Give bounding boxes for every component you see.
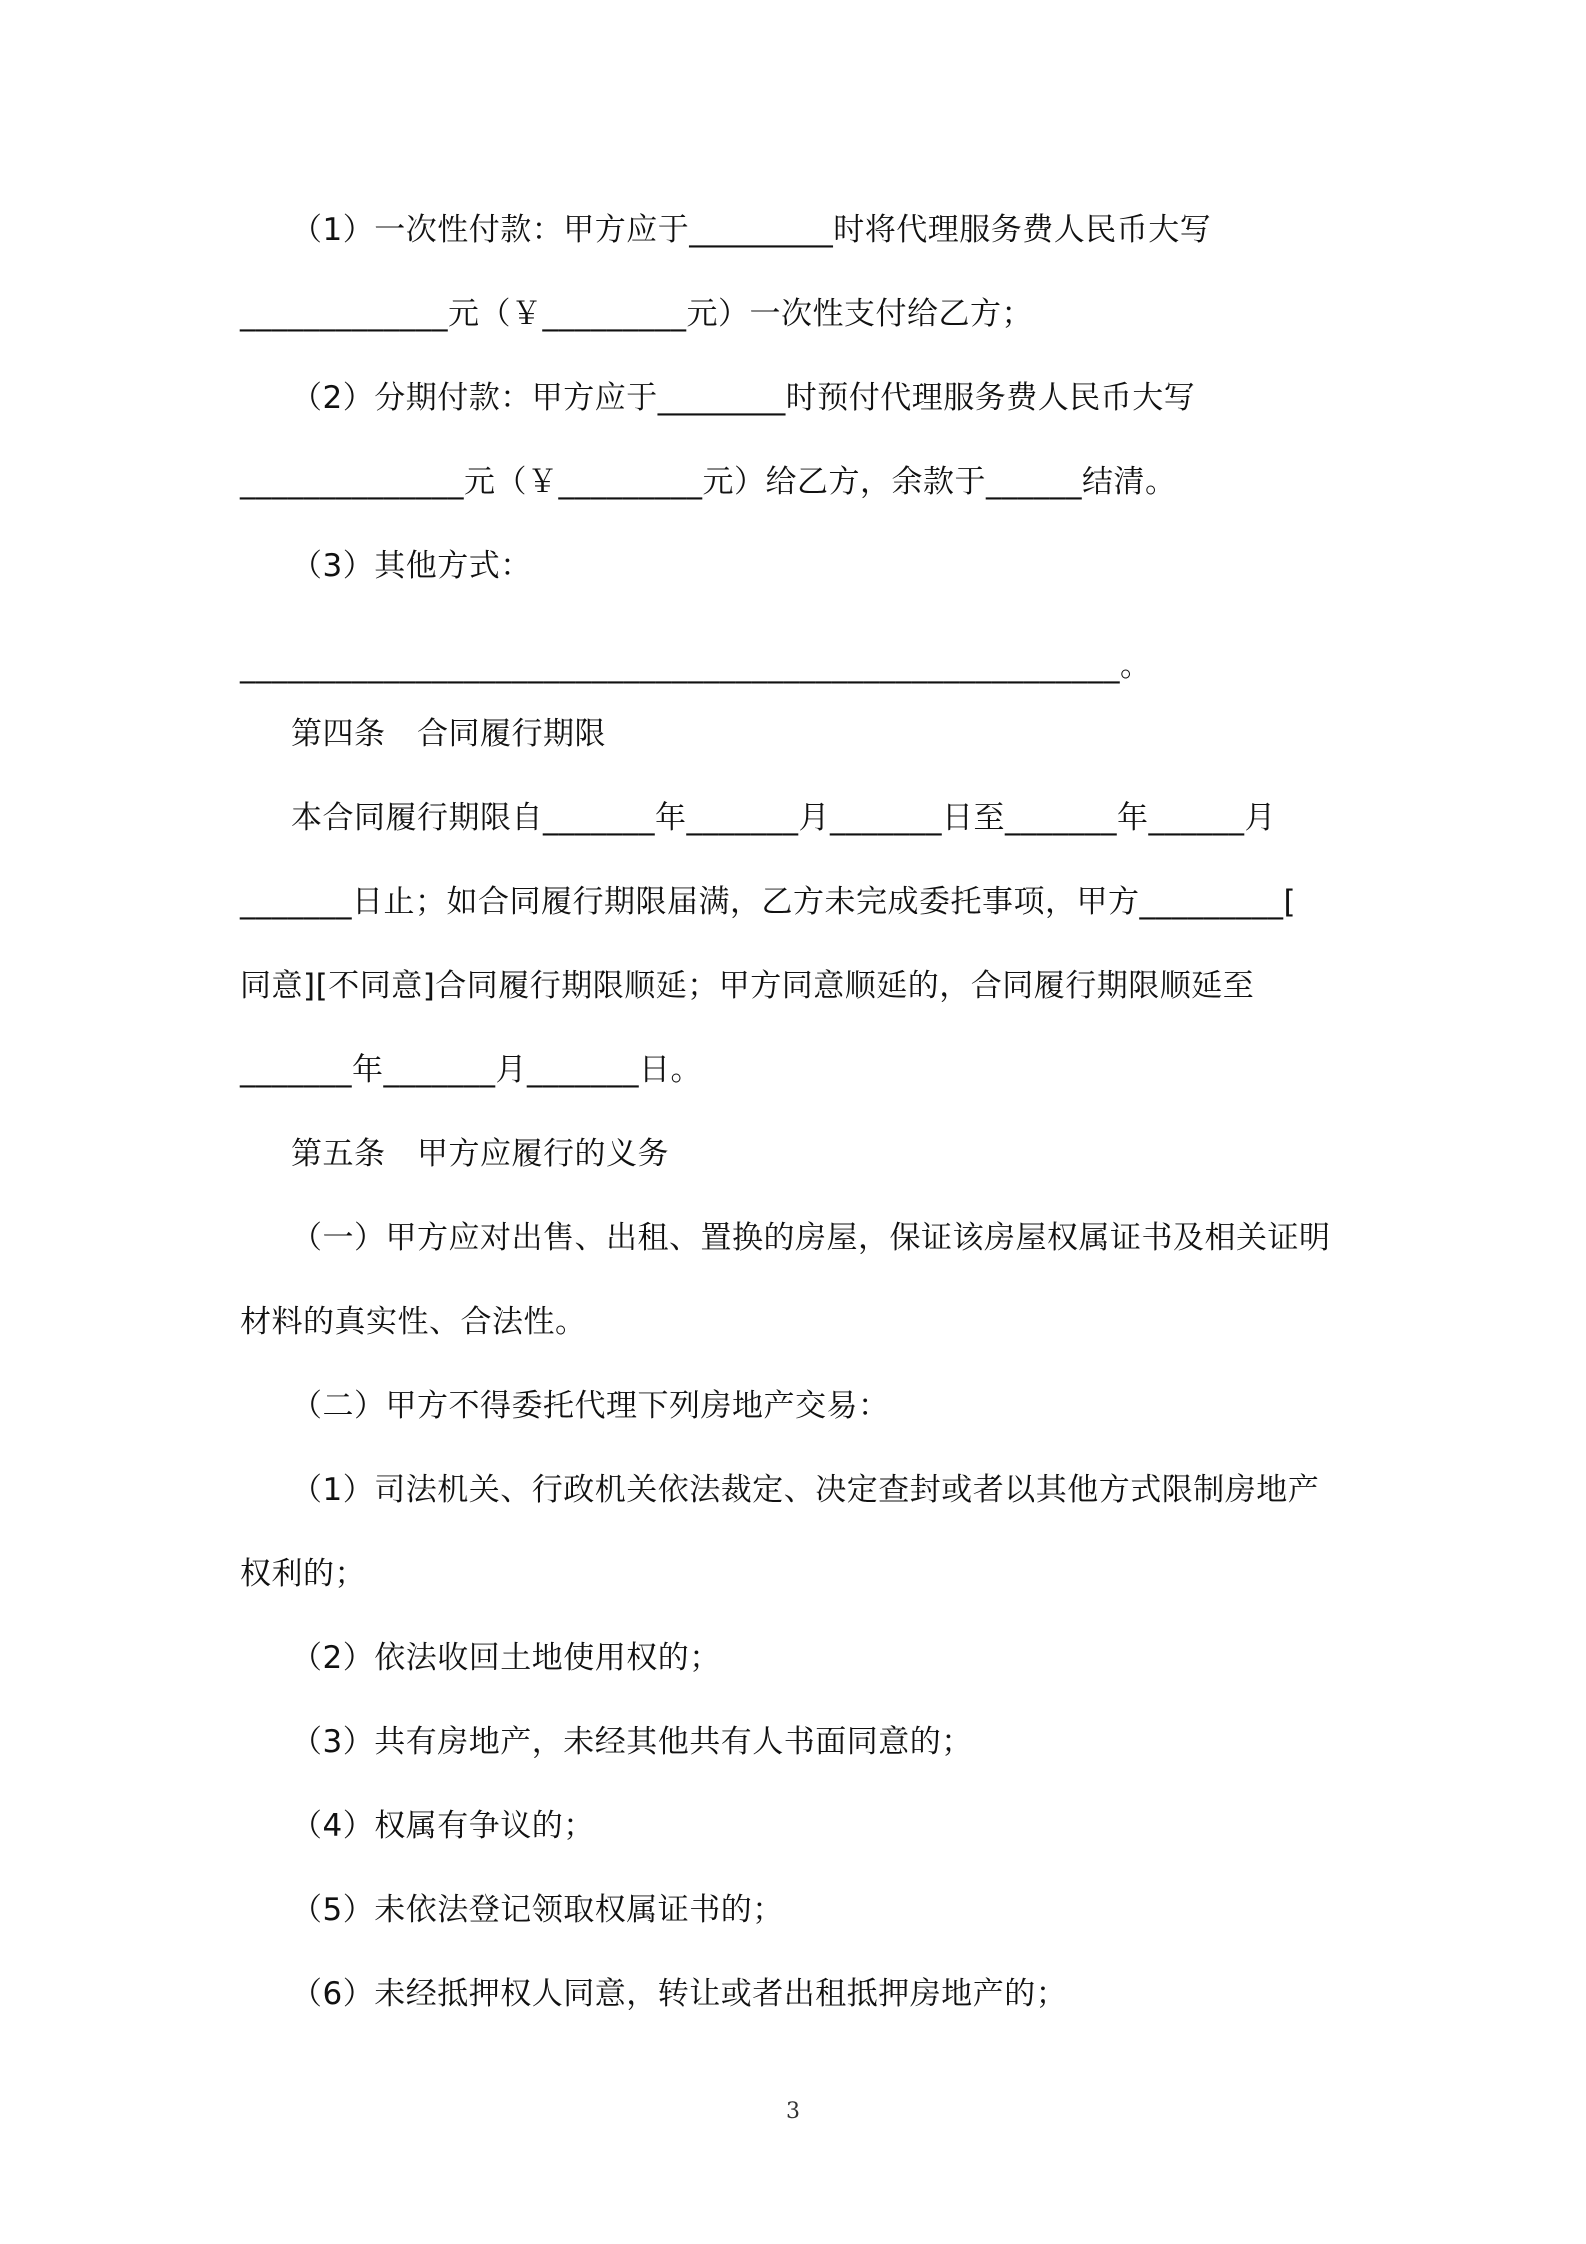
clause-payment-other-blank: _______________________________________________________。 [240, 648, 1152, 684]
article-four-term-cont-3: _______年_______月_______日。 [240, 1052, 702, 1088]
restriction-item-1: （1）司法机关、行政机关依法裁定、决定查封或者以其他方式限制房地产 [291, 1472, 1320, 1508]
restriction-item-6: （6）未经抵押权人同意，转让或者出租抵押房地产的； [291, 1976, 1068, 2012]
article-four-term-cont-1: _______日止；如合同履行期限届满，乙方未完成委托事项，甲方_________[ [240, 884, 1297, 920]
obligation-one: （一）甲方应对出售、出租、置换的房屋，保证该房屋权属证书及相关证明 [291, 1220, 1331, 1256]
clause-payment-installment: （2）分期付款：甲方应于________时预付代理服务费人民币大写 [291, 380, 1196, 416]
clause-payment-installment-amount: ______________元（￥_________元）给乙方，余款于______结清。 [240, 464, 1177, 500]
clause-payment-lump-sum-amount: _____________元（￥_________元）一次性支付给乙方； [240, 296, 1033, 332]
restriction-item-2: （2）依法收回土地使用权的； [291, 1640, 721, 1676]
restriction-item-3: （3）共有房地产，未经其他共有人书面同意的； [291, 1724, 973, 1760]
article-five-heading: 第五条 甲方应履行的义务 [291, 1136, 669, 1172]
article-four-term-cont-2: 同意][不同意]合同履行期限顺延；甲方同意顺延的，合同履行期限顺延至 [240, 968, 1255, 1004]
restriction-item-4: （4）权属有争议的； [291, 1808, 595, 1844]
obligation-one-cont: 材料的真实性、合法性。 [240, 1304, 587, 1340]
clause-payment-lump-sum: （1）一次性付款：甲方应于_________时将代理服务费人民币大写 [291, 212, 1212, 248]
page-number: 3 [786, 2099, 800, 2124]
article-four-heading: 第四条 合同履行期限 [291, 716, 606, 752]
article-four-term: 本合同履行期限自_______年_______月_______日至_______年______月 [291, 800, 1276, 836]
obligation-two: （二）甲方不得委托代理下列房地产交易： [291, 1388, 890, 1424]
restriction-item-5: （5）未依法登记领取权属证书的； [291, 1892, 784, 1928]
clause-payment-other: （3）其他方式： [291, 548, 532, 584]
restriction-item-1-cont: 权利的； [240, 1556, 366, 1592]
